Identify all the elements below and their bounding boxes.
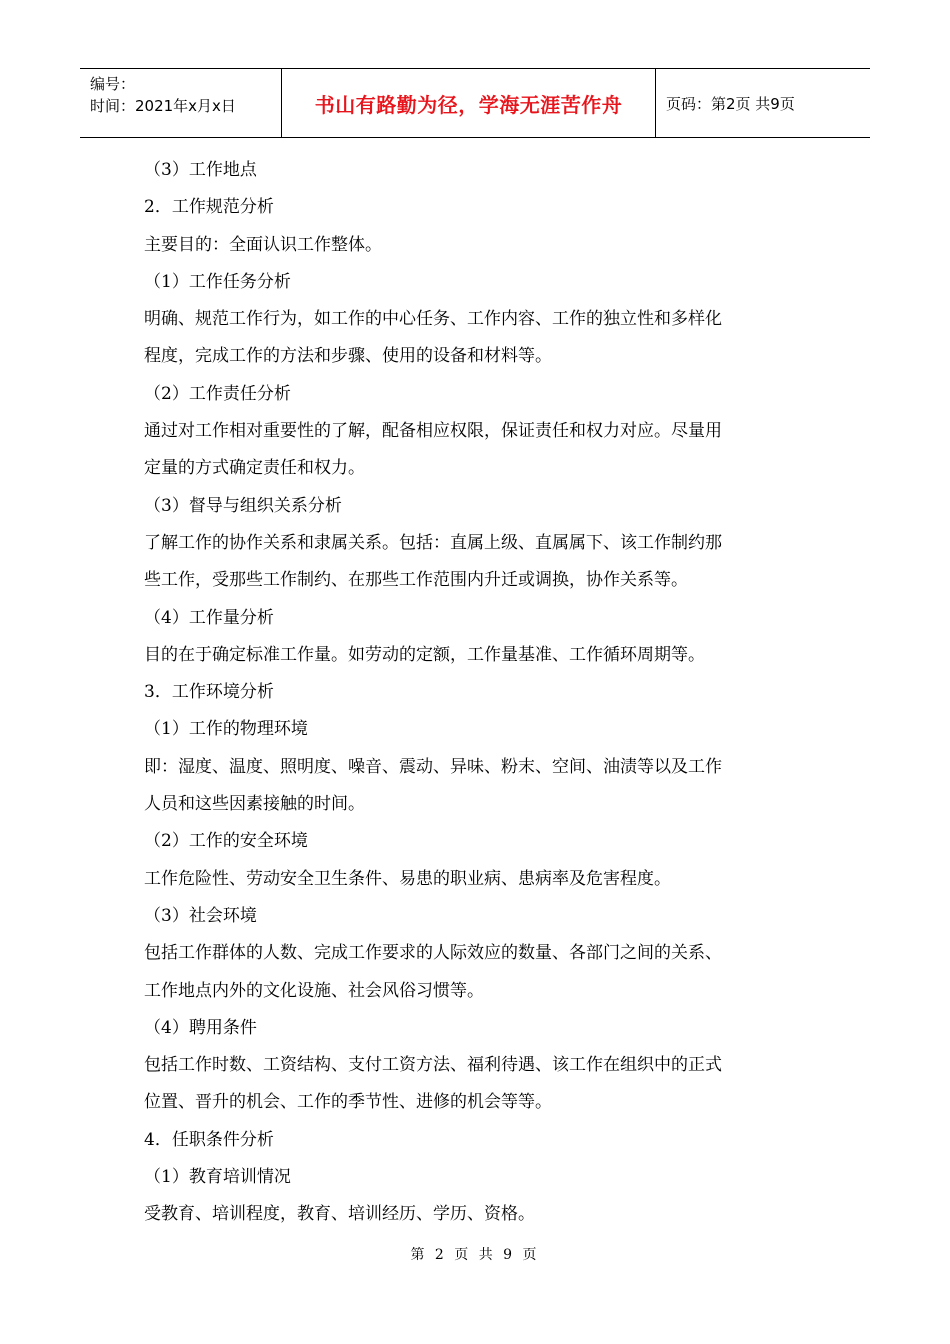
document-number: 编号： — [90, 75, 136, 93]
body-line: 4．任职条件分析 — [144, 1129, 274, 1150]
page-footer: 第 2 页 共 9 页 — [410, 1247, 540, 1263]
body-line: （2）工作的安全环境 — [144, 831, 308, 852]
body-line: （3）督导与组织关系分析 — [144, 495, 342, 516]
body-line: （4）聘用条件 — [144, 1017, 257, 1038]
body-line: （4）工作量分析 — [144, 607, 274, 628]
body-line: 2．工作规范分析 — [144, 197, 274, 218]
body-line: （3）工作地点 — [144, 160, 257, 180]
body-line: 通过对工作相对重要性的了解，配备相应权限，保证责任和权力对应。尽量用 — [144, 421, 722, 442]
body-line: 受教育、培训程度，教育、培训经历、学历、资格。 — [144, 1204, 535, 1225]
header-page-info: 页码：第2页 共9页 — [666, 94, 795, 113]
body-line: 了解工作的协作关系和隶属关系。包括：直属上级、直属属下、该工作制约那 — [144, 532, 722, 553]
body-line: 位置、晋升的机会、工作的季节性、进修的机会等等。 — [144, 1092, 552, 1113]
body-line: 人员和这些因素接触的时间。 — [144, 794, 365, 815]
body-line: 即：湿度、温度、照明度、噪音、震动、异味、粉末、空间、油渍等以及工作 — [144, 756, 722, 777]
header-motto: 书山有路勤为径，学海无涯苦作舟 — [282, 69, 656, 137]
body-line: 工作地点内外的文化设施、社会风俗习惯等。 — [144, 980, 484, 1001]
document-body — [144, 152, 804, 1234]
body-line: 些工作，受那些工作制约、在那些工作范围内升迁或调换，协作关系等。 — [144, 570, 688, 591]
document-date: 时间：2021年x月x日 — [90, 97, 236, 115]
body-line: （1）工作任务分析 — [144, 271, 291, 292]
body-line: 目的在于确定标准工作量。如劳动的定额，工作量基准、工作循环周期等。 — [144, 644, 705, 665]
body-line: 定量的方式确定责任和权力。 — [144, 458, 365, 479]
body-line: （1）工作的物理环境 — [144, 719, 308, 740]
page-header — [80, 68, 870, 138]
header-meta — [80, 69, 282, 137]
body-line: （1）教育培训情况 — [144, 1167, 291, 1188]
body-line: 主要目的：全面认识工作整体。 — [144, 234, 382, 255]
body-line: （2）工作责任分析 — [144, 383, 291, 404]
body-line: 3．工作环境分析 — [144, 682, 274, 703]
body-line: 明确、规范工作行为，如工作的中心任务、工作内容、工作的独立性和多样化 — [144, 309, 722, 330]
body-line: （3）社会环境 — [144, 905, 257, 926]
body-line: 包括工作群体的人数、完成工作要求的人际效应的数量、各部门之间的关系、 — [144, 943, 722, 964]
body-line: 工作危险性、劳动安全卫生条件、易患的职业病、患病率及危害程度。 — [144, 868, 671, 889]
body-line: 包括工作时数、工资结构、支付工资方法、福利待遇、该工作在组织中的正式 — [144, 1055, 722, 1076]
body-line: 程度，完成工作的方法和步骤、使用的设备和材料等。 — [144, 346, 552, 367]
